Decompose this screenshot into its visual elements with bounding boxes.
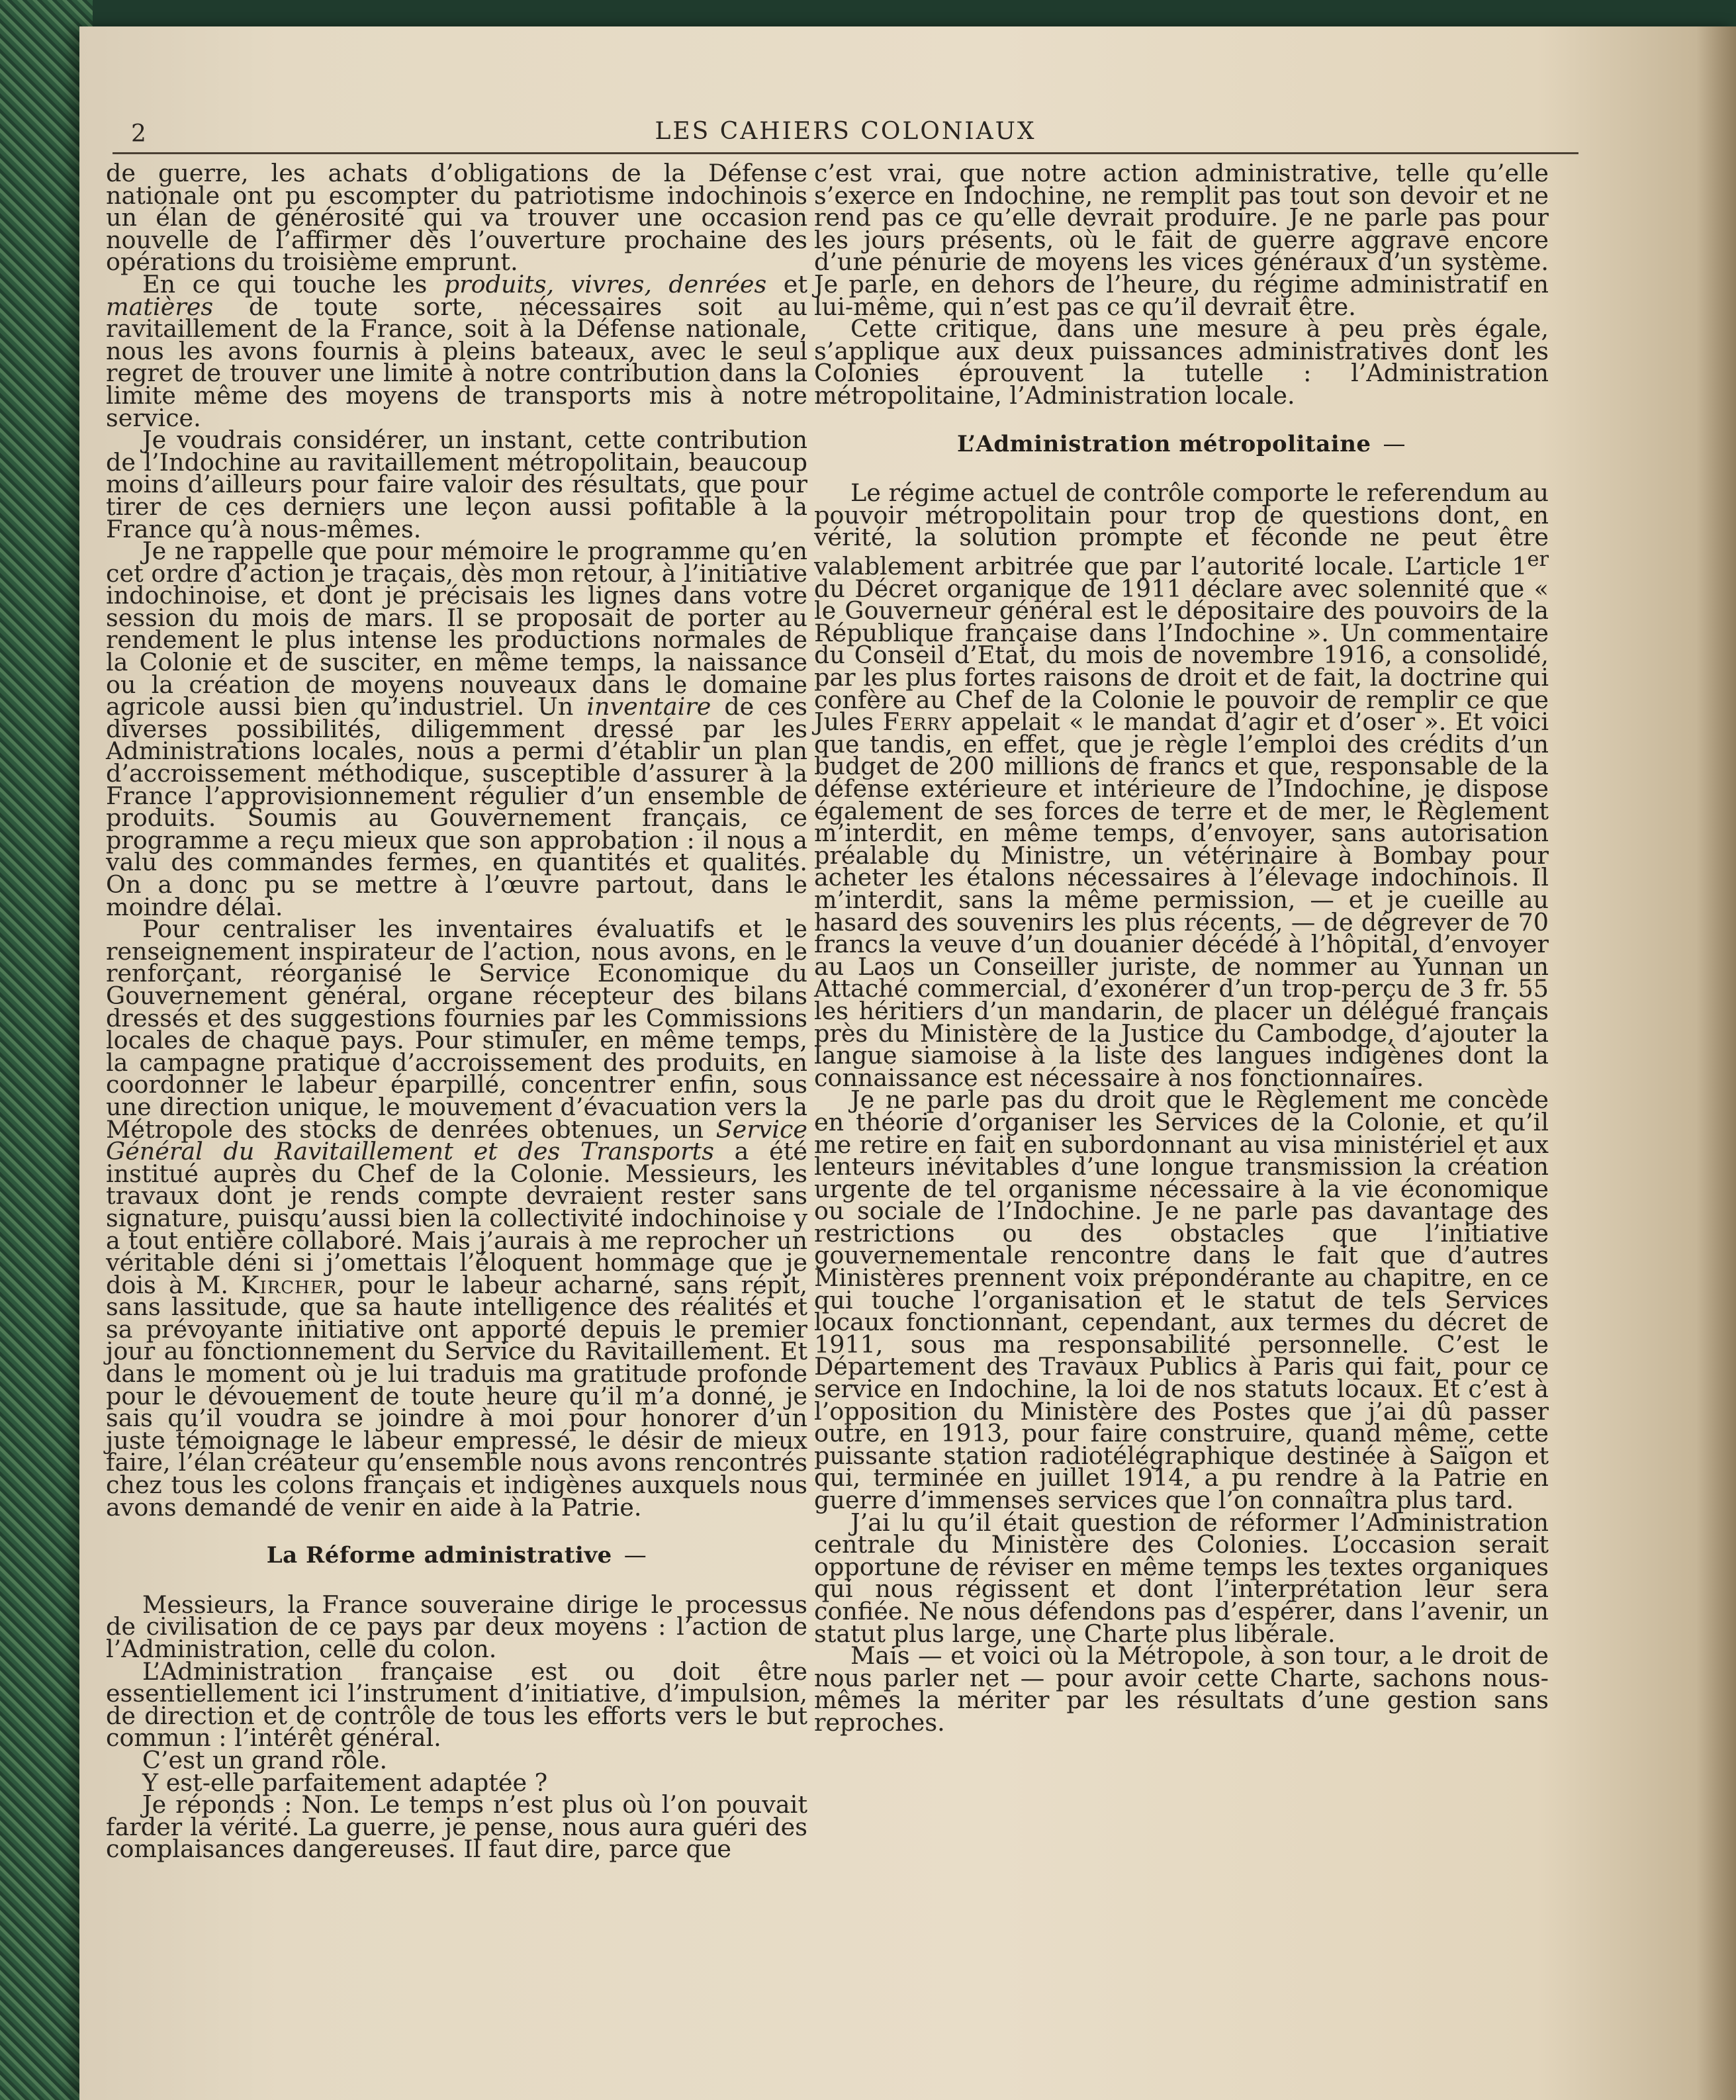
paragraph: J’ai lu qu’il était question de réformer l’Administration centrale du Ministère des Colonies. L’occasion serait opportune de réviser en même temps les textes organiques qui nous régissent et dont l’interprétation leur sera confiée. Ne nous défendons pas d’espérer, dans l’avenir, un statut plus large, une Charte plus libérale. (814, 1508, 1549, 1648)
paragraph: L’Administration française est ou doit être essentiellement ici l’instrument d’initiative, d’impulsion, de direction et de contrôle de tous les efforts vers le but commun : l’intérêt général. (106, 1657, 807, 1753)
running-header (113, 106, 1578, 154)
right-column (814, 159, 1549, 1737)
paragraph: Messieurs, la France souveraine dirige le processus de civilisation de ce pays par deux moyens : l’action de l’Administration, celle du colon. (106, 1590, 807, 1663)
section-heading: L’Administration métropolitaine — (956, 430, 1406, 457)
paragraph: Cette critique, dans une mesure à peu près égale, s’applique aux deux puissances administratives dont les Colonies éprouvent la tutelle : l’Administration métropolitaine, l’Administration locale. (814, 314, 1549, 410)
paragraph: C’est un grand rôle. (142, 1745, 388, 1774)
paragraph: c’est vrai, que notre action administrative, telle qu’elle s’exerce en Indochine, ne remplit pas tout son devoir et ne rend pas ce qu’elle devrait produire. Je ne parle pas pour les jours présents, où le fait de guerre aggrave encore d’une pénurie de moyens les vices généraux d’un système. Je parle, en dehors de l’heure, du régime administratif en lui-même, qui n’est pas ce qu’il devrait être. (814, 159, 1549, 321)
section-heading: La Réforme administrative — (266, 1542, 647, 1569)
paragraph: Je réponds : Non. Le temps n’est plus où l’on pouvait farder la vérité. La guerre, je pense, nous aura guéri des complaisances dangereuses. Il faut dire, parce que (106, 1790, 807, 1864)
page-number: 2 (131, 120, 146, 148)
paragraph: En ce qui touche les produits, vivres, denrées et matières de toute sorte, nécessaires soit au ravitaillement de la France, soit à la Défense nationale, nous les avons fournis à pleins bateaux, avec le seul regret de trouver une limite à notre contribution dans la limite même des moyens de transports mis à notre service. (106, 269, 807, 432)
paragraph: Pour centraliser les inventaires évaluatifs et le renseignement inspirateur de l’action, nous avons, en le renforçant, réorganisé le Service Economique du Gouvernement général, organe récepteur des bilans dressés et des suggestions fournies par les Commissions locales de chaque pays. Pour stimuler, en même temps, la campagne pratique d’accroissement des produits, en coordonner le labeur éparpillé, concentrer enfin, sous une direction unique, le mouvement d’évacuation vers la Métropole des stocks de denrées obtenues, un Service Général du Ravitaillement et des Transports a été institué auprès du Chef de la Colonie. Messieurs, les travaux dont je rends compte devraient rester sans signature, puisqu’aussi bien la collectivité indochinoise y a tout entière collaboré. Mais j’aurais à me reprocher un véritable déni si j’omettais l’éloquent hommage que je dois à M. Kircher, pour le labeur acharné, sans répit, sans lassitude, que sa haute intelligence des réalités et sa prévoyante initiative ont apporté depuis le premier jour au fonctionnement du Service du Ravitaillement. Et dans le moment où je lui traduis ma gratitude profonde pour le dévouement de toute heure qu’il m’a donné, je sais qu’il voudra se joindre à moi pour honorer d’un juste témoignage le labeur empressé, le désir de mieux faire, l’élan créateur qu’ensemble nous avons rencontrés chez tous les colons français et indigènes auxquels nous avons demandé de venir en aide à la Patrie. (106, 915, 807, 1522)
book-binding (0, 0, 93, 2100)
paragraph: de guerre, les achats d’obligations de la Défense nationale ont pu escompter du patriotisme indochinois un élan de générosité qui va trouver une occasion nouvelle de l’affirmer dès l’ouverture prochaine des opérations du troisième emprunt. (106, 159, 807, 277)
paragraph: Je ne parle pas du droit que le Règlement me concède en théorie d’organiser les Services de la Colonie, et qu’il me retire en fait en subordonnant au visa ministériel et aux lenteurs inévitables d’une longue transmission la création urgente de tel organisme nécessaire à la vie économique ou sociale de l’Indochine. Je ne parle pas davantage des restrictions ou des obstacles que l’initiative gouvernementale rencontre dans le fait que d’autres Ministères prennent voix prépondérante au chapitre, en ce qui touche l’organisation et le statut de tels Services locaux fonctionnant, cependant, aux termes du décret de 1911, sous ma responsabilité personnelle. C’est le Département des Travaux Publics à Paris qui fait, pour ce service en Indochine, la loi de nos statuts locaux. Et c’est à l’opposition du Ministère des Postes que j’ai dû passer outre, en 1913, pour faire construire, quand même, cette puissante station radiotélégraphique destinée à Saïgon et qui, terminée en juillet 1914, a pu rendre à la Patrie en guerre d’immenses services que l’on connaîtra plus tard. (814, 1085, 1549, 1514)
paragraph: Je ne rappelle que pour mémoire le programme qu’en cet ordre d’action je traçais, dès mon retour, à l’initiative indochinoise, et dont je précisais les lignes dans votre session du mois de mars. Il se proposait de porter au rendement le plus intense les productions normales de la Colonie et de susciter, en même temps, la naissance ou la création de moyens nouveaux dans le domaine agricole aussi bien qu’industriel. Un inventaire de ces diverses possibilités, diligemment dressé par les Administrations locales, nous a permi d’établir un plan d’accroissement méthodique, susceptible d’assurer à la France l’approvisionnement régulier d’un ensemble de produits. Soumis au Gouvernement français, ce programme a reçu mieux que son approbation : il nous a valu des commandes fermes, en quantités et qualités. On a donc pu se mettre à l’œuvre partout, dans le moindre délai. (106, 537, 807, 921)
paragraph: Mais — et voici où la Métropole, à son tour, a le droit de nous parler net — pour avoir cette Charte, sachons nous-mêmes la mériter par les résultats d’une gestion sans reproches. (814, 1641, 1549, 1737)
running-title: LES CAHIERS COLONIAUX (655, 118, 1036, 145)
paragraph: Le régime actuel de contrôle comporte le referendum au pouvoir métropolitain pour trop de questions dont, en vérité, la solution prompte et féconde ne peut être valablement arbitrée que par l’autorité locale. L’article 1er du Décret organique de 1911 déclare avec solennité que « le Gouverneur général est le dépositaire des pouvoirs de la République française dans l’Indochine ». Un commentaire du Conseil d’Etat, du mois de novembre 1916, a consolidé, par les plus fortes raisons de droit et de fait, la doctrine qui confère au Chef de la Colonie le pouvoir de remplir ce que Jules Ferry appelait « le mandat d’agir et d’oser ». Et voici que tandis, en effet, que je règle l’emploi des crédits d’un budget de 200 millions de francs et que, responsable de la défense extérieure et intérieure de l’Indochine, je dispose également de ses forces de terre et de mer, le Règlement m’interdit, en même temps, d’envoyer, sans autorisation préalable du Ministre, un vétérinaire à Bombay pour acheter les étalons nécessaires à l’élevage indochinois. Il m’interdit, sans la même permission, — et je cueille au hasard des souvenirs les plus récents, — de dégrever de 70 francs la veuve d’un douanier décédé à l’hôpital, d’envoyer au Laos un Conseiller juriste, de nommer au Yunnan un Attaché commercial, d’exonérer d’un trop-perçu de 3 fr. 55 les héritiers d’un mandarin, de placer un délégué français près du Ministère de la Justice du Cambodge, d’ajouter la langue siamoise à la liste des langues indigènes dont la connaissance est nécessaire à nos fonctionnaires. (814, 479, 1549, 1092)
paragraph: Y est-elle parfaitement adaptée ? (142, 1768, 548, 1797)
paragraph: Je voudrais considérer, un instant, cette contribution de l’Indochine au ravitaillement métropolitain, beaucoup moins d’ailleurs pour faire valoir des résultats, que pour tirer de ces derniers une leçon aussi pofitable à la France qu’à nous-mêmes. (106, 426, 807, 543)
left-column (106, 159, 807, 1864)
